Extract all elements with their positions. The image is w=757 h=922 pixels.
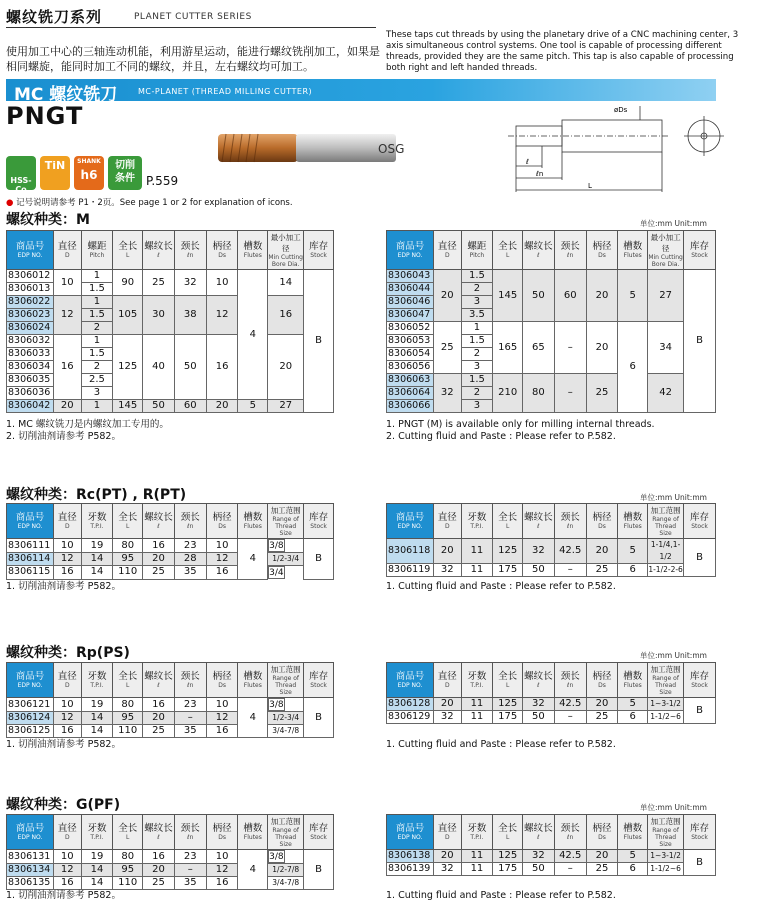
table-row: 8306111 10 19 80 16 23 10 4 3/8B xyxy=(7,539,334,553)
table-row: 8306052 25 1 165 65 – 20 6 34 xyxy=(387,322,716,335)
table-row: 8306066 3 xyxy=(387,400,716,413)
table-row: 8306032 16 1 125 40 50 16 20 xyxy=(7,335,334,348)
product-band-subtitle: MC-PLANET (THREAD MILLING CUTTER) xyxy=(138,87,313,96)
tool-photo xyxy=(214,122,404,172)
section-title-g: 螺纹种类：G(PF) xyxy=(6,797,121,813)
table-row: 8306044 2 xyxy=(387,283,716,296)
rc-note-en: 1. Cutting fluid and Paste : Please refer to P.582. xyxy=(386,581,616,592)
shank-h6-icon: SHANK h6 xyxy=(74,156,104,190)
hss-co-icon: HSS-Co xyxy=(6,156,36,190)
g-note-cn: 1. 切削油剂请参考 P582。 xyxy=(6,890,121,901)
table-row: 8306013 1.5 xyxy=(7,283,334,296)
model-name: PNGT xyxy=(6,102,84,130)
table-row: 8306131 10 19 80 16 23 10 4 3/8B xyxy=(7,850,334,864)
total-length-label: L xyxy=(588,182,592,190)
table-row: 8306035 2.5 xyxy=(7,374,334,387)
intro-english: These taps cut threads by using the planetary drive of a CNC machining center, 3 axis simultaneous control systems. One tool is capable of processing different threads, provided they are the same pitch. This tap is also capable of processing both right and left handed threads. xyxy=(386,30,739,73)
rc-table-right: 商品号 EDP NO. 直径 D 牙数 T.P.I. 全长 L 螺纹长 ℓ 颈长 ℓn 柄径 Ds 槽数 Flutes 加工范围 Range of Thread Size 库存 Stock 8306118 20 11 125 32 42.5 20 5 1-1/4,1-1/2 B 8306119 32 11 175 50 – 25 6 1-1/2-2-6 xyxy=(386,503,716,577)
table-row: 8306064 2 xyxy=(387,387,716,400)
g-table-left: 商品号 EDP NO. 直径 D 牙数 T.P.I. 全长 L 螺纹长 ℓ 颈长 ℓn 柄径 Ds 槽数 Flutes 加工范围 Range of Thread Size 库存 Stock 8306131 10 19 80 16 23 10 4 3/8B 8306134 12 14 95 20 – 12 1/2-7/8 8306135 16 14 110 25 35 16 3/4-7/8 xyxy=(6,814,334,890)
table-row: 8306129 32 11 175 50 – 25 6 1-1/2~6 xyxy=(387,711,716,724)
table-row: 8306043 20 1.5 145 50 60 20 5 27 B xyxy=(387,270,716,283)
table-row: 8306125 16 14 110 25 35 16 3/4-7/8 xyxy=(7,725,334,738)
section-title-m: 螺纹种类：M xyxy=(6,212,90,228)
table-row: 8306139 32 11 175 50 – 25 6 1-1/2~6 xyxy=(387,863,716,876)
table-row: 8306134 12 14 95 20 – 12 1/2-7/8 xyxy=(7,864,334,877)
g-note-en: 1. Cutting fluid and Paste : Please refer to P.582. xyxy=(386,890,616,901)
intro-chinese: 使用加工中心的三轴连动机能，利用游星运动，能进行螺纹铣削加工，如果是相同螺旋，能同时加工不同的螺纹，并且，左右螺纹均可加工。 xyxy=(6,45,380,73)
table-row: 8306012 10 1 90 25 32 10 4 14 B xyxy=(7,270,334,283)
table-row: 8306046 3 xyxy=(387,296,716,309)
table-row: 8306024 2 xyxy=(7,322,334,335)
product-band-title: MC 螺纹铣刀 xyxy=(14,85,118,105)
table-row: 8306124 12 14 95 20 – 12 1/2-3/4 xyxy=(7,712,334,725)
table-row: 8306034 2 xyxy=(7,361,334,374)
unit-label: 单位:mm Unit:mm xyxy=(640,651,707,660)
m-table-left: 商品号 EDP NO. 直径 D 螺距 Pitch 全长 L 螺纹长 ℓ 颈长 ℓn 柄径 Ds 槽数 Flutes 最小加工径 Min Cutting Bore Dia. 库存 Stock 8306012 10 1 90 25 32 10 4 14 B 8306013 1.5 8306022 12 1 105 30 38 12 16 8306023 1.5 8306024 2 8306032 16 1 125 40 50 16 20 8306033 1.5 8306034 2 8306035 2.5 8306036 3 8306042 20 1 145 50 60 20 5 27 xyxy=(6,230,334,413)
table-row: 8306036 3 xyxy=(7,387,334,400)
m-notes-en: 1. PNGT (M) is available only for milling internal threads. 2. Cutting fluid and Paste : Please refer to P.582. xyxy=(386,419,655,442)
cutting-condition-icon: 切削 条件 xyxy=(108,156,142,190)
table-row: 8306022 12 1 105 30 38 12 16 xyxy=(7,296,334,309)
table-row: 8306023 1.5 xyxy=(7,309,334,322)
tool-dimension-drawing xyxy=(480,100,740,200)
rp-note-cn: 1. 切削油剂请参考 P582。 xyxy=(6,739,121,750)
table-row: 8306114 12 14 95 20 28 12 1/2-3/4 xyxy=(7,553,334,566)
rc-table-left: 商品号 EDP NO. 直径 D 牙数 T.P.I. 全长 L 螺纹长 ℓ 颈长 ℓn 柄径 Ds 槽数 Flutes 加工范围 Range of Thread Size 库存 Stock 8306111 10 19 80 16 23 10 4 3/8B 8306114 12 14 95 20 28 12 1/2-3/4 8306115 16 14 110 25 35 16 3/4 xyxy=(6,503,334,580)
unit-label: 单位:mm Unit:mm xyxy=(640,803,707,812)
rc-note-cn: 1. 切削油剂请参考 P582。 xyxy=(6,581,121,592)
m-notes-cn: 1. MC 螺纹铣刀是内螺纹加工专用的。 2. 切削油剂请参考 P582。 xyxy=(6,419,169,442)
rp-table-left: 商品号 EDP NO. 直径 D 牙数 T.P.I. 全长 L 螺纹长 ℓ 颈长 ℓn 柄径 Ds 槽数 Flutes 加工范围 Range of Thread Size 库存 Stock 8306121 10 19 80 16 23 10 4 3/8B 8306124 12 14 95 20 – 12 1/2-3/4 8306125 16 14 110 25 35 16 3/4-7/8 xyxy=(6,662,334,738)
neck-length-label: ℓn xyxy=(536,170,544,178)
table-row: 8306128 20 11 125 32 42.5 20 5 1~3-1/2 B xyxy=(387,698,716,711)
thread-length-label: ℓ xyxy=(526,158,529,166)
rp-note-en: 1. Cutting fluid and Paste : Please refer to P.582. xyxy=(386,739,616,750)
table-row: 8306056 3 xyxy=(387,361,716,374)
m-table-right: 商品号 EDP NO. 直径 D 螺距 Pitch 全长 L 螺纹长 ℓ 颈长 ℓn 柄径 Ds 槽数 Flutes 最小加工径 Min Cutting Bore Dia. 库存 Stock 8306043 20 1.5 145 50 60 20 5 27 B 8306044 2 8306046 3 8306047 3.5 8306052 25 1 165 65 – 20 6 34 8306053 1.5 8306054 2 8306056 3 8306063 32 1.5 210 80 – 25 42 8306064 2 8306066 3 xyxy=(386,230,716,413)
table-row: 8306135 16 14 110 25 35 16 3/4-7/8 xyxy=(7,877,334,890)
table-row: 8306047 3.5 xyxy=(387,309,716,322)
ds-label: øDs xyxy=(614,106,628,114)
table-row: 8306063 32 1.5 210 80 – 25 42 xyxy=(387,374,716,387)
table-row: 8306115 16 14 110 25 35 16 3/4 xyxy=(8,566,284,578)
rp-table-right: 商品号 EDP NO. 直径 D 牙数 T.P.I. 全长 L 螺纹长 ℓ 颈长 ℓn 柄径 Ds 槽数 Flutes 加工范围 Range of Thread Size 库存 Stock 8306128 20 11 125 32 42.5 20 5 1~3-1/2 B 8306129 32 11 175 50 – 25 6 1-1/2~6 xyxy=(386,662,716,724)
page-subtitle: PLANET CUTTER SERIES xyxy=(134,12,252,22)
table-row: 8306054 2 xyxy=(387,348,716,361)
unit-label: 单位:mm Unit:mm xyxy=(640,219,707,228)
header-divider xyxy=(6,27,376,28)
table-row: 8306033 1.5 xyxy=(7,348,334,361)
section-title-rc: 螺纹种类：Rc(PT) , R(PT) xyxy=(6,487,187,503)
section-title-rp: 螺纹种类：Rp(PS) xyxy=(6,645,130,661)
page-title: 螺纹铣刀系列 xyxy=(6,8,103,26)
svg-text:OSG: OSG xyxy=(378,142,404,156)
table-row: 8306138 20 11 125 32 42.5 20 5 1~3-1/2 B xyxy=(387,850,716,863)
table-row: 8306042 20 1 145 50 60 20 5 27 xyxy=(7,400,334,413)
table-row: 8306121 10 19 80 16 23 10 4 3/8B xyxy=(7,698,334,712)
cutting-condition-page: P.559 xyxy=(146,174,179,188)
table-row: 8306119 32 11 175 50 – 25 6 1-1/2-2-6 xyxy=(388,564,683,575)
unit-label: 单位:mm Unit:mm xyxy=(640,493,707,502)
table-row: 8306118 20 11 125 32 42.5 20 5 1-1/4,1-1/2 B xyxy=(387,539,716,564)
legend-note: ● 记号说明请参考 P1・2页。See page 1 or 2 for explanation of icons. xyxy=(6,198,293,208)
table-row: 8306053 1.5 xyxy=(387,335,716,348)
g-table-right: 商品号 EDP NO. 直径 D 牙数 T.P.I. 全长 L 螺纹长 ℓ 颈长 ℓn 柄径 Ds 槽数 Flutes 加工范围 Range of Thread Size 库存 Stock 8306138 20 11 125 32 42.5 20 5 1~3-1/2 B 8306139 32 11 175 50 – 25 6 1-1/2~6 xyxy=(386,814,716,876)
tin-coating-icon: TiN xyxy=(40,156,70,190)
